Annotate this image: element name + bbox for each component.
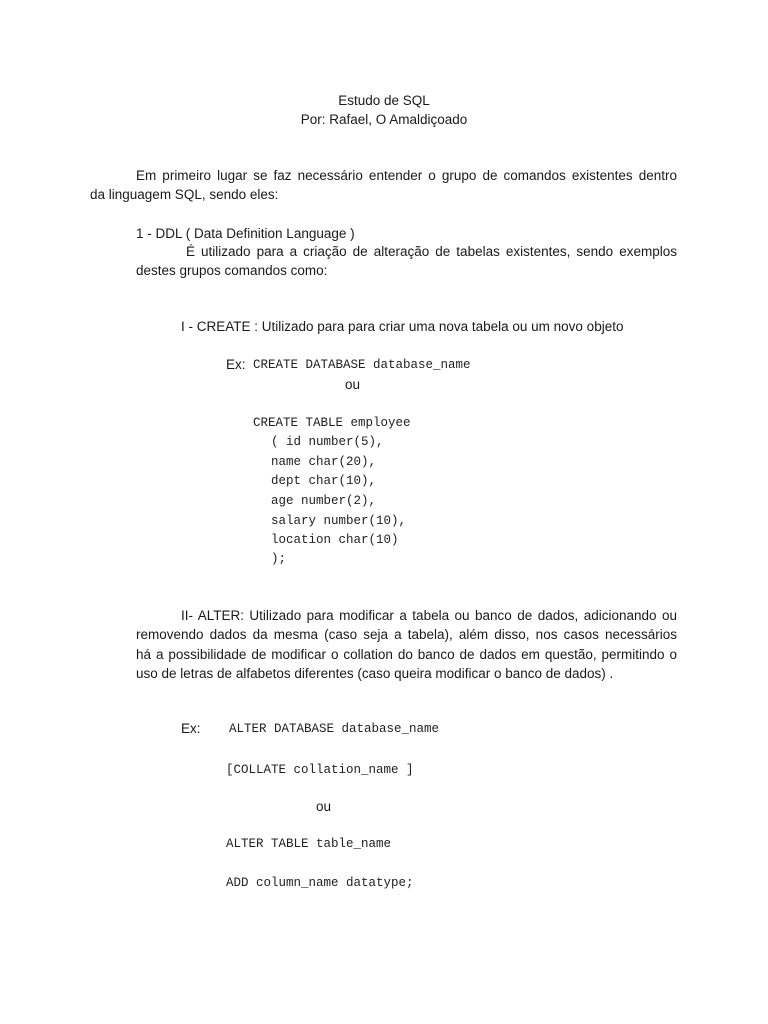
alter-paragraph-line: há a possibilidade de modificar o collation do banco de dados em questão, permitindo o bbox=[136, 647, 677, 662]
create-table-code-line: location char(10) bbox=[271, 533, 399, 547]
create-table-code-line: name char(20), bbox=[271, 455, 377, 469]
create-table-code-line: salary number(10), bbox=[271, 514, 407, 528]
document-author: Por: Rafael, O Amaldiçoado bbox=[300, 112, 468, 127]
document-title: Estudo de SQL bbox=[338, 93, 430, 108]
create-table-code-line: age number(2), bbox=[271, 494, 377, 508]
alter-paragraph-line: uso de letras de alfabetos diferentes (caso queira modificar o banco de dados) . bbox=[136, 666, 614, 681]
create-table-code-line: CREATE TABLE employee bbox=[253, 416, 411, 430]
create-table-code-line: ( id number(5), bbox=[271, 435, 384, 449]
ddl-desc-line-1: É utilizado para a criação de alteração de tabelas existentes, sendo exemplos bbox=[186, 244, 677, 259]
alter-database-code: ALTER DATABASE database_name bbox=[229, 722, 440, 736]
alter-collate-code: [COLLATE collation_name ] bbox=[226, 763, 414, 777]
alter-paragraph-line: II- ALTER: Utilizado para modificar a tabela ou banco de dados, adicionando ou bbox=[181, 608, 677, 623]
intro-line-2: da linguagem SQL, sendo eles: bbox=[90, 187, 279, 202]
intro-line-1: Em primeiro lugar se faz necessário entender o grupo de comandos existentes dentro bbox=[136, 168, 677, 183]
alter-example-label: Ex: bbox=[181, 721, 201, 736]
create-example-label: Ex: bbox=[226, 357, 246, 372]
create-or-label: ou bbox=[345, 377, 361, 392]
ddl-desc-line-2: destes grupos comandos como: bbox=[136, 263, 328, 278]
ddl-heading: 1 - DDL ( Data Definition Language ) bbox=[136, 226, 355, 241]
create-table-code-line: dept char(10), bbox=[271, 474, 377, 488]
alter-or-label: ou bbox=[316, 799, 332, 814]
alter-paragraph-line: removendo dados da mesma (caso seja a tabela), além disso, nos casos necessários bbox=[136, 627, 677, 642]
create-database-code: CREATE DATABASE database_name bbox=[253, 358, 471, 372]
create-heading: I - CREATE : Utilizado para para criar uma nova tabela ou um novo objeto bbox=[181, 319, 624, 334]
alter-add-column-code: ADD column_name datatype; bbox=[226, 876, 414, 890]
create-table-code-line: ); bbox=[271, 552, 287, 566]
alter-table-code: ALTER TABLE table_name bbox=[226, 837, 392, 851]
